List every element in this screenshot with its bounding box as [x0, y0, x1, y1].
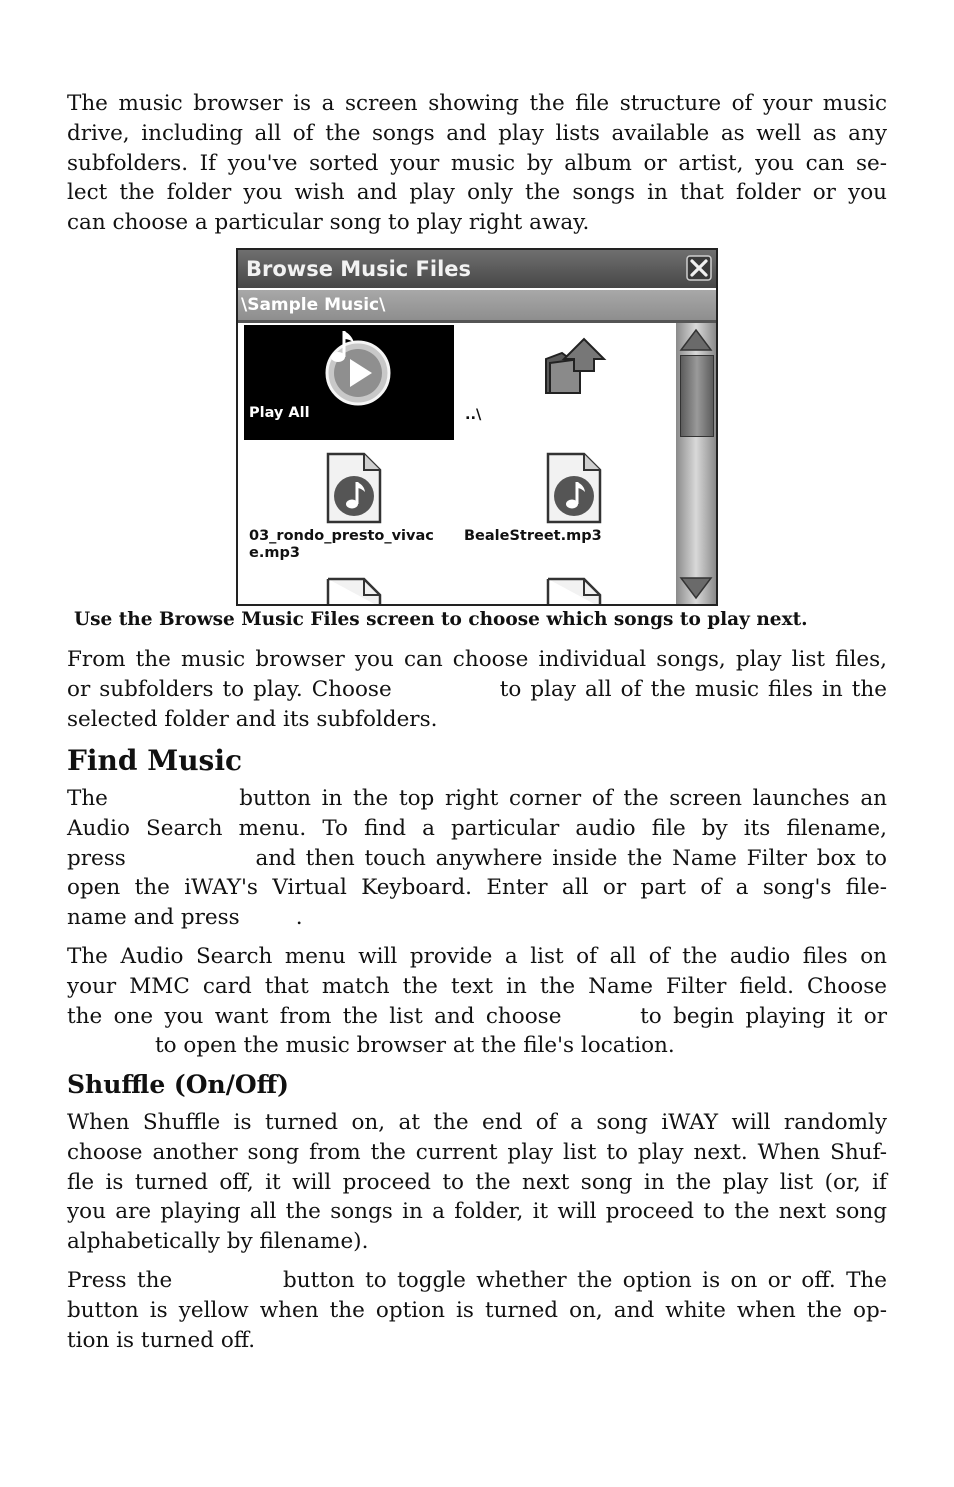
text-line: button is yellow when the option is turned on, and white when the op- — [67, 1297, 887, 1323]
intro-line: subfolders. If you've sorted your music by album or artist, you can se- — [67, 150, 887, 176]
text-line — [67, 844, 887, 874]
file-grid — [240, 323, 674, 606]
text-line: fle is turned off, it will proceed to the next song in the play list (or, if — [67, 1169, 887, 1195]
section-heading-find-music: Find Music — [67, 744, 242, 777]
text-line — [67, 784, 887, 814]
close-icon[interactable] — [686, 255, 712, 281]
find-music-paragraph-2 — [67, 942, 887, 1061]
music-file-tile[interactable] — [244, 448, 454, 563]
text-fragment: button in the top right corner of the screen launches an — [239, 786, 887, 811]
text-fragment: Press the — [67, 1268, 173, 1293]
find-music-paragraph-1 — [67, 784, 887, 933]
parent-folder-label: ..\ — [465, 407, 482, 423]
shuffle-paragraph-1 — [67, 1108, 887, 1257]
music-file-icon — [324, 577, 384, 606]
text-fragment: to open the music browser at the file's location. — [155, 1033, 675, 1059]
text-fragment: or subfolders to play. Choose — [67, 676, 392, 702]
text-line: From the music browser you can choose individual songs, play list files, — [67, 647, 887, 672]
intro-line: drive, including all of the songs and play lists available as well as any — [67, 120, 887, 146]
scroll-up-icon[interactable] — [678, 327, 714, 353]
window-title: Browse Music Files — [246, 257, 472, 281]
file-label-line1: 03_rondo_presto_vivac — [249, 528, 434, 544]
text-line: tion is turned off. — [67, 1327, 256, 1353]
text-fragment: name and press — [67, 905, 240, 931]
text-line: selected folder and its subfolders. — [67, 706, 438, 732]
text-fragment: to begin playing it or — [640, 1003, 887, 1029]
text-fragment: and then touch anywhere inside the Name Filter box to — [255, 845, 887, 871]
text-line: The Audio Search menu will provide a list of all of the audio files on — [67, 944, 887, 969]
up-folder-icon — [540, 337, 612, 397]
text-fragment: . — [295, 905, 303, 931]
scrollbar[interactable] — [676, 323, 716, 606]
music-file-tile[interactable] — [460, 448, 670, 563]
intro-paragraph — [67, 89, 887, 238]
section-heading-shuffle: Shuffle (On/Off) — [67, 1070, 289, 1099]
intro-line: lect the folder you wish and play only the songs in that folder or you — [67, 180, 887, 206]
text-line — [67, 1266, 887, 1296]
text-fragment: button to toggle whether the option is on or off. The — [283, 1268, 887, 1293]
folder-path-bar: \Sample Music\ — [238, 290, 716, 320]
text-fragment: The — [67, 786, 108, 811]
play-all-label: Play All — [249, 405, 310, 421]
scroll-thumb[interactable] — [680, 355, 714, 437]
file-label-line2: e.mp3 — [249, 545, 300, 561]
text-line — [67, 1031, 887, 1061]
window-title-bar — [238, 250, 716, 288]
text-line: Audio Search menu. To find a particular audio file by its filename, — [67, 815, 887, 841]
play-music-icon — [322, 327, 394, 407]
music-file-icon — [544, 452, 604, 524]
intro-line: can choose a particular song to play right away. — [67, 210, 590, 236]
text-line — [67, 1002, 887, 1032]
music-file-icon — [324, 452, 384, 524]
text-line: your MMC card that match the text in the Name Filter field. Choose — [67, 973, 887, 999]
music-file-icon — [544, 577, 604, 606]
parent-folder-tile[interactable] — [460, 325, 670, 440]
figure-caption: Use the Browse Music Files screen to choose which songs to play next. — [74, 609, 808, 630]
text-line: open the iWAY's Virtual Keyboard. Enter all or part of a song's file- — [67, 875, 887, 901]
play-all-tile[interactable] — [244, 325, 454, 440]
text-line — [67, 903, 887, 933]
scroll-down-icon[interactable] — [678, 575, 714, 601]
text-fragment: to play all of the music files in the — [499, 676, 888, 702]
text-line: you are playing all the songs in a folder, it will proceed to the next song — [67, 1199, 887, 1225]
text-fragment: press — [67, 845, 126, 871]
text-line: When Shuffle is turned on, at the end of a song iWAY will randomly — [67, 1110, 887, 1135]
text-fragment: the one you want from the list and choose — [67, 1003, 562, 1029]
intro-line: The music browser is a screen showing the file structure of your music — [67, 91, 887, 116]
text-line: choose another song from the current play list to play next. When Shuf- — [67, 1139, 887, 1165]
text-line: alphabetically by filename). — [67, 1229, 369, 1255]
shuffle-paragraph-2 — [67, 1266, 887, 1355]
text-line — [67, 675, 887, 705]
browse-music-screenshot — [236, 248, 718, 606]
file-label: BealeStreet.mp3 — [464, 528, 602, 544]
browser-paragraph — [67, 645, 887, 734]
